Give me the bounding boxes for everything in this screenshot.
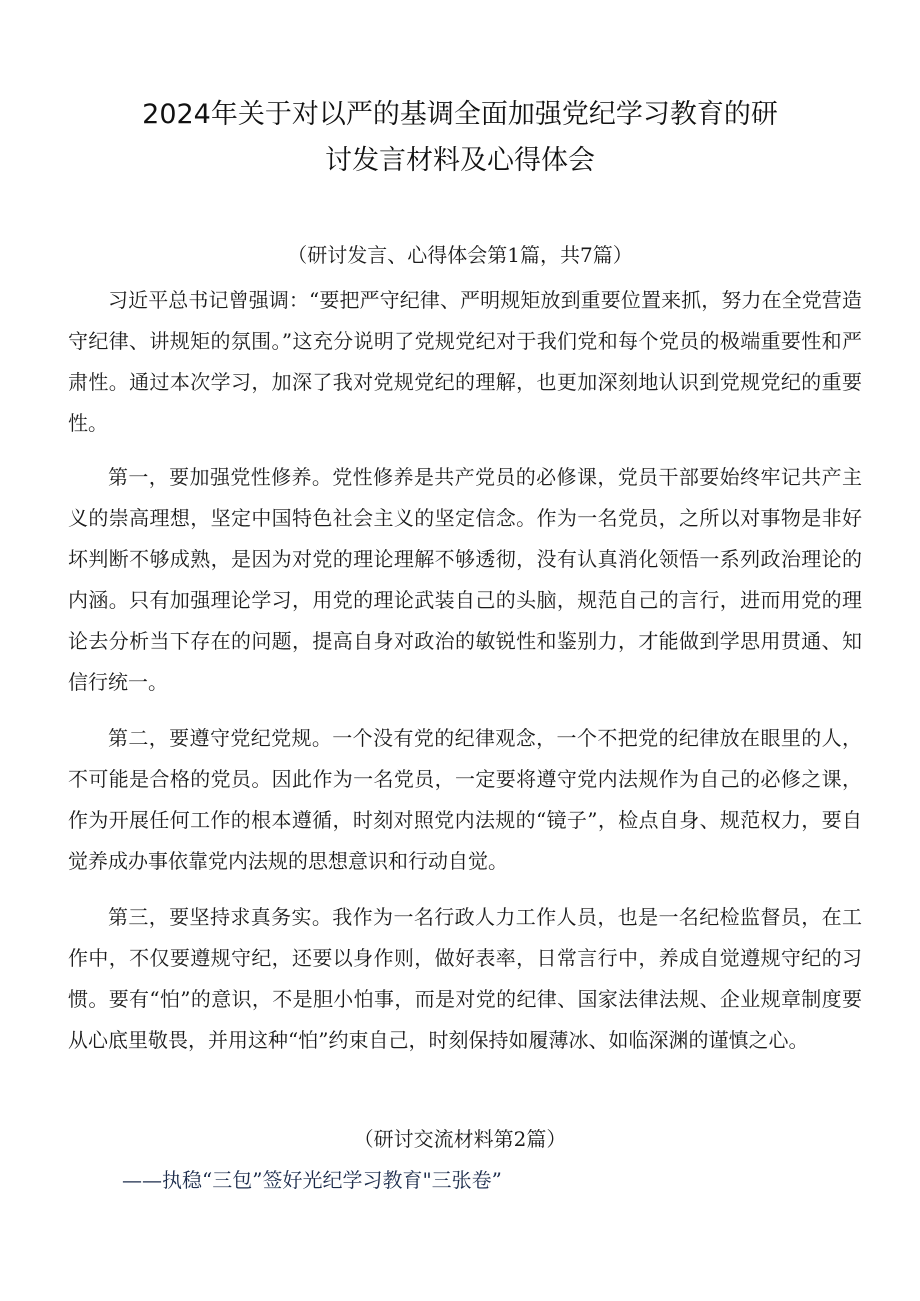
- section-1-heading: （研讨发言、心得体会第1篇，共7篇）: [287, 243, 633, 267]
- paragraph-point-2: 第二，要遵守党纪党规。一个没有党的纪律观念，一个不把党的纪律放在眼里的人，不可能是合格的党员。因此作为一名党员，一定要将遵守党内法规作为自己的必修之课，作为开展任何工作的根本遵循，时刻对照党内法规的“镜子”，检点自身、规范权力，要自觉养成办事依靠党内法规的思想意识和行动自觉。: [68, 726, 862, 873]
- section-2-subtitle: ——执稳“三包”签好光纪学习教育"三张卷”: [122, 1168, 502, 1192]
- paragraph-intro: 习近平总书记曾强调：“要把严守纪律、严明规矩放到重要位置来抓，努力在全党营造守纪律、讲规矩的氛围。”这充分说明了党规党纪对于我们党和每个党员的极端重要性和严肃性。通过本次学习，加深了我对党规党纪的理解，也更加深刻地认识到党规党纪的重要性。: [68, 288, 862, 435]
- document-title: [100, 92, 820, 184]
- document-title-line-1: 2024年关于对以严的基调全面加强党纪学习教育的研: [142, 99, 778, 130]
- paragraph-point-1: 第一，要加强党性修养。党性修养是共产党员的必修课，党员干部要始终牢记共产主义的崇高理想，坚定中国特色社会主义的坚定信念。作为一名党员，之所以对事物是非好坏判断不够成熟，是因为对党的理论理解不够透彻，没有认真消化领悟一系列政治理论的内涵。只有加强理论学习，用党的理论武装自己的头脑，规范自己的言行，进而用党的理论去分析当下存在的问题，提高自身对政治的敏锐性和鉴别力，才能做到学思用贯通、知信行统一。: [68, 465, 862, 694]
- document-title-line-2: 讨发言材料及心得体会: [325, 145, 595, 176]
- paragraph-point-3: 第三，要坚持求真务实。我作为一名行政人力工作人员，也是一名纪检监督员，在工作中，不仅要遵规守纪，还要以身作则，做好表率，日常言行中，养成自觉遵规守纪的习惯。要有“怕”的意识，不是胆小怕事，而是对党的纪律、国家法律法规、企业规章制度要从心底里敬畏，并用这种“怕”约束自己，时刻保持如履薄冰、如临深渊的谨慎之心。: [68, 905, 862, 1052]
- section-2-heading: （研讨交流材料第2篇）: [353, 1127, 567, 1151]
